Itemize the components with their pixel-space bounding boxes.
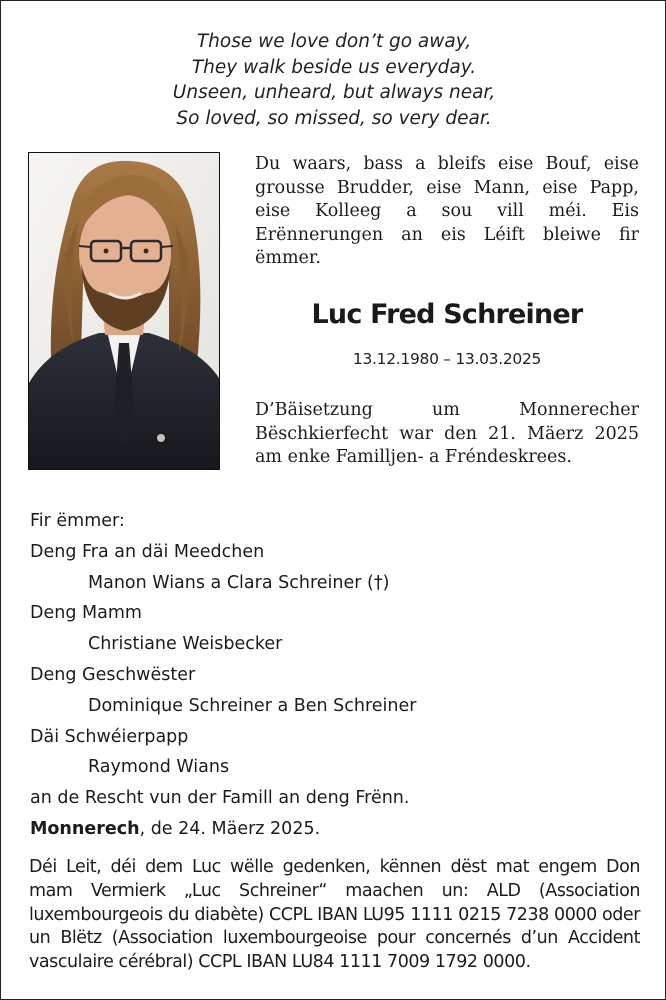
relation-label: Deng Geschwëster [30,664,196,685]
relation-label: Däi Schwéierpapp [30,726,189,747]
donation-notice: Déi Leit, déi dem Luc wëlle gedenken, kënnen dëst mat engem Don mam Vermierk „Luc Schreiner“ maachen un: ALD (Association luxembourgeois du diabète) CCPL IBAN LU95 1111 0215 7238 0000 oder un Blëtz (Association luxembourgeoise pour concernés d’un Accident vasculaire cérébral) CCPL IBAN LU84 1111 7009 1792 0000. [29,857,640,973]
life-dates: 13.12.1980 – 13.03.2025 [352,350,542,368]
notice-date: , de 24. Mäerz 2025. [139,819,321,839]
family-intro: Fir ëmmer: [30,511,125,531]
poem-line: Unseen, unheard, but always near, [172,82,496,103]
place-and-date [30,819,640,839]
poem-line: So loved, so missed, so very dear. [176,107,492,129]
deceased-name: Luc Fred Schreiner [311,299,583,330]
family-list [30,506,640,814]
place-name: Monnerech [30,819,140,839]
portrait-photo [28,152,220,470]
relative-names: Dominique Schreiner a Ben Schreiner [88,695,417,716]
poem [1,29,666,131]
family-rest: an de Rescht vun der Famill an deng Frënn. [30,788,410,809]
relation-label: Deng Mamm [30,603,142,624]
poem-line: Those we love don’t go away, [196,31,472,52]
poem-line: They walk beside us everyday. [191,56,477,78]
relative-names: Raymond Wians [88,757,230,778]
relation-label: Deng Fra an däi Meedchen [30,541,265,562]
burial-notice: D’Bäisetzung um Monnerecher Bëschkierfecht war den 21. Mäerz 2025 am enke Familljen- a Fréndeskrees. [255,400,639,467]
relative-names: Christiane Weisbecker [88,634,283,655]
intro-text: Du waars, bass a bleifs eise Bouf, eise grousse Brudder, eise Mann, eise Papp, eise Kolleeg a sou vill méi. Eis Erënnerungen an eis Léift bleiwe fir ëmmer. [255,154,639,268]
relative-names: Manon Wians a Clara Schreiner (†) [88,572,390,593]
